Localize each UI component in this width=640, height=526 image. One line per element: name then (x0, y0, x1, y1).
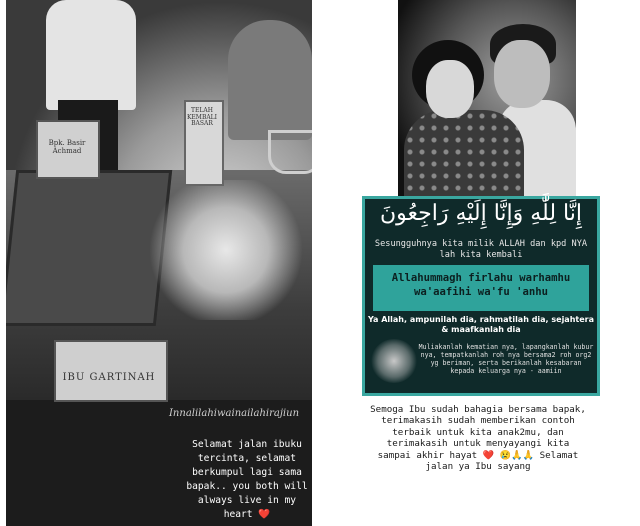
story-left-panel[interactable] (6, 0, 312, 526)
card-bottom-prayer: Muliakanlah kematian nya, lapangkanlah kubur nya, tempatkanlah roh nya bersama2 roh org2 yg beriman, serta berikanlah kesabaran kepada keluarga nya - aamiin (418, 343, 594, 375)
plaque-text-left: Bpk. Basir Achmad (48, 139, 86, 155)
cursive-sticker-text: Innalilahiwainailahirajiun (168, 408, 300, 419)
mourner-figure-right (228, 20, 312, 140)
arabic-calligraphy: إِنَّا لِلَّٰهِ وَإِنَّا إِلَيْهِ رَاجِعُونَ (380, 201, 582, 226)
woman-dress (404, 110, 524, 196)
panel-divider (312, 0, 328, 526)
mourner-figure (46, 0, 136, 110)
grave-plaque-bottom (54, 340, 168, 402)
plaque-text-bottom: IBU GARTINAH (62, 372, 156, 383)
man-face (494, 40, 550, 108)
condolence-card (362, 196, 600, 396)
couple-photo (398, 0, 576, 196)
praying-hands-icon (371, 339, 417, 383)
flower-basket (268, 130, 312, 174)
right-caption-text: Semoga Ibu sudah bahagia bersama bapak, terimakasih sudah memberikan contoh terbaik untuk kita anak2mu, dan terimakasih untuk menyayangi kita sampai akhir hayat (370, 404, 586, 461)
grave-photo (6, 0, 312, 400)
card-prayer: Allahummagh firlahu warhamhu wa'aafihi wa'fu 'anhu (391, 272, 571, 298)
flower-petals (146, 180, 306, 320)
right-story-caption (368, 404, 588, 472)
heart-icon: ❤️ (258, 509, 271, 520)
left-caption-text: Selamat jalan ibuku tercinta, selamat berkumpul lagi sama bapak.. you both will always live in my heart (186, 439, 308, 520)
left-story-caption (184, 438, 310, 522)
right-caption-tail: 😢🙏🙏 Selamat jalan ya Ibu sayang (425, 449, 579, 473)
woman-face (426, 60, 474, 118)
story-right-panel[interactable] (328, 0, 634, 526)
heart-icon: ❤️ (482, 449, 495, 461)
card-subtitle: Sesungguhnya kita milik ALLAH dan kpd NYA lah kita kembali (374, 239, 588, 260)
plaque-text-center: TELAH KEMBALI BASAR (186, 107, 218, 128)
card-translation: Ya Allah, ampunilah dia, rahmatilah dia, sejahtera & maafkanlah dia (367, 315, 594, 334)
